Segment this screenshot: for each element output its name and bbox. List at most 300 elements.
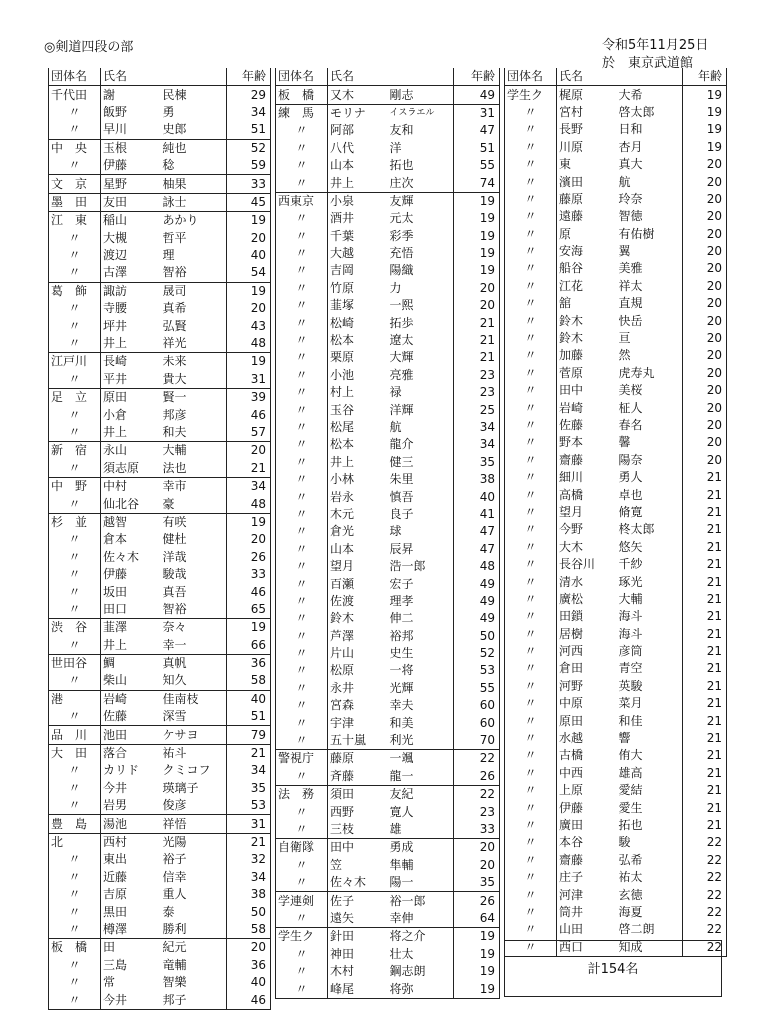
surname-cell: 遠藤	[559, 209, 584, 224]
given-name-cell: 禄	[389, 385, 402, 400]
surname-cell: 居樹	[559, 626, 584, 641]
group-cell: 〃	[49, 121, 101, 139]
group-cell: 板 橋	[49, 939, 101, 957]
given-name-cell: 海夏	[618, 904, 643, 919]
given-name-cell: 竜輔	[162, 957, 187, 972]
group-cell: 〃	[49, 317, 101, 334]
table-row	[505, 678, 727, 695]
surname-cell: 宇津	[330, 715, 355, 730]
group-cell: 〃	[505, 226, 557, 243]
group-cell: 〃	[49, 104, 101, 121]
group-cell: 〃	[505, 539, 557, 556]
group-cell: 〃	[505, 782, 557, 799]
table-row	[49, 974, 271, 991]
age-cell: 22	[683, 852, 727, 869]
group-cell: 学連剣	[276, 892, 328, 910]
given-name-cell: イスラエル	[388, 104, 454, 122]
given-name-cell: 邦彦	[162, 407, 187, 422]
surname-cell: 宮村	[559, 104, 584, 119]
age-cell: 40	[227, 247, 271, 264]
surname-cell: 八代	[330, 140, 355, 155]
given-name-cell: 史生	[389, 646, 414, 661]
group-cell: 〃	[276, 593, 328, 610]
given-name-cell: 祥光	[162, 336, 187, 351]
given-name-cell: 美雅	[618, 261, 643, 276]
table-row	[505, 747, 727, 764]
group-cell: 学生ク	[505, 86, 557, 104]
group-cell: 〃	[49, 991, 101, 1009]
age-cell: 57	[227, 424, 271, 442]
surname-cell: 藤原	[328, 750, 388, 768]
surname-cell: 栗原	[330, 350, 355, 365]
given-name-cell: 雄	[389, 821, 402, 836]
group-cell: 〃	[276, 980, 328, 998]
given-name-cell: 陽奈	[618, 452, 643, 467]
age-cell: 36	[227, 654, 271, 672]
group-cell: 〃	[49, 460, 101, 478]
surname-cell: 庄子	[559, 870, 584, 885]
table-row	[49, 121, 271, 139]
given-name-cell: 未来	[161, 353, 227, 371]
age-cell: 46	[227, 991, 271, 1009]
age-cell: 19	[454, 210, 500, 227]
surname-cell: 落合	[101, 744, 161, 762]
group-cell: 〃	[276, 488, 328, 505]
group-cell: 〃	[505, 139, 557, 156]
given-name-cell: 卓也	[618, 487, 643, 502]
surname-cell: 田中	[559, 383, 584, 398]
group-cell: 〃	[49, 566, 101, 583]
given-name-cell: 雄高	[618, 765, 643, 780]
table-row	[276, 558, 500, 575]
given-name-cell: 真大	[618, 157, 643, 172]
group-cell: 〃	[49, 335, 101, 353]
age-cell: 31	[454, 104, 500, 122]
surname-cell: 細川	[559, 470, 584, 485]
age-cell: 79	[227, 726, 271, 744]
group-cell: 西東京	[276, 192, 328, 210]
table-row	[49, 797, 271, 815]
group-cell: 大 田	[49, 744, 101, 762]
given-name-cell: 駿哉	[162, 567, 187, 582]
age-cell: 19	[683, 121, 727, 138]
given-name-cell: 理	[162, 248, 175, 263]
age-cell: 40	[227, 974, 271, 991]
surname-cell: 廣田	[559, 817, 584, 832]
name-header: 氏名	[101, 68, 227, 86]
group-cell: 〃	[276, 768, 328, 786]
age-cell: 20	[683, 417, 727, 434]
group-cell: 〃	[49, 495, 101, 513]
age-cell: 20	[683, 452, 727, 469]
given-name-cell: 青空	[618, 661, 643, 676]
group-cell: 〃	[276, 454, 328, 471]
age-cell: 22	[683, 904, 727, 921]
age-cell: 21	[454, 332, 500, 349]
group-cell: 〃	[49, 957, 101, 974]
age-cell: 21	[683, 712, 727, 729]
surname-cell: 清水	[559, 574, 584, 589]
age-cell: 23	[454, 803, 500, 820]
age-cell: 21	[683, 817, 727, 834]
surname-cell: 五十嵐	[330, 733, 367, 748]
table-row	[505, 834, 727, 851]
age-cell: 19	[683, 139, 727, 156]
table-row	[49, 193, 271, 211]
surname-cell: 木元	[330, 506, 355, 521]
group-cell: 警視庁	[276, 750, 328, 768]
table-row	[49, 139, 271, 157]
table-row	[505, 712, 727, 729]
surname-cell: 佐藤	[559, 418, 584, 432]
surname-cell: 常	[103, 975, 116, 990]
surname-cell: 今井	[103, 780, 128, 795]
given-name-cell: 知久	[162, 673, 187, 688]
table-row	[276, 122, 500, 139]
table-row	[505, 399, 727, 416]
given-name-cell: 大輔	[161, 442, 227, 460]
surname-cell: 早川	[103, 122, 128, 137]
surname-cell: 樽澤	[103, 921, 128, 936]
given-name-cell: 祐斗	[161, 744, 227, 762]
age-cell: 21	[227, 460, 271, 478]
given-name-cell: 光輝	[389, 680, 414, 695]
surname-cell: 原田	[101, 389, 161, 407]
given-name-cell: 彦筒	[618, 644, 643, 659]
age-cell: 20	[227, 300, 271, 317]
age-cell: 26	[227, 549, 271, 566]
surname-cell: 須田	[328, 786, 388, 804]
age-cell: 52	[227, 139, 271, 157]
surname-cell: 河野	[559, 678, 584, 693]
group-cell: 品 川	[49, 726, 101, 744]
surname-cell: 神田	[330, 946, 355, 961]
table-row	[276, 157, 500, 174]
table-row	[505, 156, 727, 173]
age-cell: 22	[683, 869, 727, 886]
given-name-cell: 祥悟	[161, 815, 227, 833]
group-cell: 〃	[276, 803, 328, 820]
table-row	[49, 726, 271, 744]
table-row	[49, 86, 271, 104]
given-name-cell: 紀元	[161, 939, 227, 957]
group-cell: 〃	[505, 365, 557, 382]
table-row	[505, 486, 727, 503]
age-cell: 40	[227, 690, 271, 708]
surname-cell: 中村	[101, 477, 161, 495]
surname-cell: 今野	[559, 522, 584, 537]
surname-cell: 中原	[559, 696, 584, 711]
given-name-cell: 奈々	[161, 619, 227, 637]
surname-cell: 佐々木	[330, 875, 367, 890]
age-cell: 20	[683, 260, 727, 277]
given-name-cell: 拓歩	[389, 315, 414, 330]
age-cell: 19	[454, 245, 500, 262]
table-row	[276, 297, 500, 314]
table-row	[49, 264, 271, 282]
given-name-cell: 龍介	[389, 437, 414, 452]
given-name-cell: 悠矢	[618, 539, 643, 554]
surname-cell: 倉本	[103, 532, 128, 547]
table-row	[505, 608, 727, 625]
table-row	[505, 469, 727, 486]
given-name-cell: 純也	[161, 139, 227, 157]
surname-cell: 近藤	[103, 869, 128, 884]
table-row	[276, 963, 500, 980]
surname-cell: 竹原	[330, 280, 355, 295]
group-cell: 〃	[276, 874, 328, 892]
table-row	[276, 980, 500, 998]
surname-cell: 井上	[103, 637, 128, 652]
given-name-cell: 慎吾	[389, 489, 414, 504]
group-cell: 〃	[505, 643, 557, 660]
age-cell: 21	[454, 314, 500, 331]
surname-cell: 坂田	[103, 584, 128, 599]
surname-cell: 永井	[330, 680, 355, 695]
venue-text: 於 東京武道館	[602, 56, 694, 71]
age-cell: 26	[454, 892, 500, 910]
group-header: 団体名	[276, 68, 328, 86]
group-cell: 〃	[505, 243, 557, 260]
surname-cell: 岩崎	[559, 400, 584, 415]
given-name-cell: 友紀	[388, 786, 454, 804]
age-cell: 38	[454, 471, 500, 488]
given-name-cell: 柚果	[161, 175, 227, 193]
surname-cell: 倉田	[559, 661, 584, 676]
age-cell: 48	[227, 335, 271, 353]
given-name-cell: 豪	[162, 496, 175, 511]
group-cell: 〃	[49, 157, 101, 175]
given-name-cell: 美桜	[618, 383, 643, 398]
age-cell: 41	[454, 506, 500, 523]
group-cell: 〃	[505, 678, 557, 695]
given-name-cell: 亘	[618, 331, 631, 346]
surname-cell: 田中	[328, 839, 388, 857]
group-cell: 〃	[505, 121, 557, 138]
given-name-cell: 真吾	[162, 584, 187, 599]
age-cell: 20	[227, 531, 271, 548]
surname-cell: 大木	[559, 539, 584, 554]
table-row	[276, 384, 500, 401]
table-row	[505, 382, 727, 399]
given-name-cell: 勝利	[162, 921, 187, 936]
given-name-cell: 有佑樹	[618, 226, 655, 241]
given-name-cell: 朱里	[389, 472, 414, 487]
group-cell: 〃	[276, 471, 328, 488]
given-name-cell: 玄徳	[618, 887, 643, 902]
age-cell: 31	[227, 815, 271, 833]
given-name-cell: 健杜	[162, 532, 187, 547]
group-cell: 〃	[505, 904, 557, 921]
group-cell: 〃	[49, 797, 101, 815]
surname-cell: 柴山	[103, 673, 128, 688]
age-cell: 21	[683, 678, 727, 695]
table-row	[49, 495, 271, 513]
given-name-cell: 脩寛	[618, 504, 643, 519]
age-cell: 21	[683, 660, 727, 677]
age-cell: 36	[227, 957, 271, 974]
surname-cell: 野本	[559, 435, 584, 450]
given-name-cell: 龍一	[389, 768, 414, 783]
given-name-cell: 将之介	[388, 928, 454, 946]
given-name-cell: 勇成	[388, 839, 454, 857]
group-cell: 〃	[505, 521, 557, 538]
age-cell: 33	[227, 566, 271, 583]
given-name-cell: 千紗	[618, 557, 643, 572]
group-cell: 文 京	[49, 175, 101, 193]
age-cell: 20	[683, 347, 727, 364]
age-cell: 20	[683, 365, 727, 382]
age-cell: 34	[227, 762, 271, 779]
group-cell: 葛 飾	[49, 282, 101, 300]
table-row	[276, 697, 500, 714]
group-cell: 〃	[505, 834, 557, 851]
group-cell: 〃	[505, 886, 557, 903]
surname-cell: 古澤	[103, 265, 128, 280]
age-cell: 50	[454, 628, 500, 645]
given-name-cell: 愛生	[618, 800, 643, 815]
age-cell: 55	[454, 157, 500, 174]
age-cell: 20	[683, 173, 727, 190]
given-name-cell: 瑛璃子	[162, 780, 199, 795]
table-row	[276, 506, 500, 523]
table-row	[276, 436, 500, 453]
group-cell: 〃	[505, 173, 557, 190]
table-row	[49, 282, 271, 300]
age-cell: 21	[683, 626, 727, 643]
given-name-cell: 裕邦	[389, 628, 414, 643]
group-cell: 〃	[276, 280, 328, 297]
group-cell: 北	[49, 833, 101, 851]
age-cell: 22	[454, 786, 500, 804]
surname-cell: 原	[559, 226, 572, 241]
table-row	[505, 921, 727, 938]
group-cell: 〃	[276, 262, 328, 279]
group-cell: 〃	[505, 747, 557, 764]
age-cell: 21	[683, 765, 727, 782]
surname-cell: 宮森	[330, 698, 355, 713]
age-cell: 20	[454, 297, 500, 314]
group-cell: 〃	[276, 963, 328, 980]
table-row	[505, 643, 727, 660]
given-name-cell: 知成	[617, 939, 683, 957]
table-row	[505, 730, 727, 747]
group-cell: 〃	[505, 260, 557, 277]
surname-cell: 岩男	[103, 798, 128, 813]
group-cell: 〃	[276, 228, 328, 245]
age-cell: 51	[454, 140, 500, 157]
surname-cell: 佐子	[328, 892, 388, 910]
table-row	[49, 939, 271, 957]
surname-cell: 諏訪	[101, 282, 161, 300]
group-cell: 〃	[505, 799, 557, 816]
table-row	[49, 406, 271, 423]
surname-cell: 小泉	[328, 192, 388, 210]
given-name-cell: 庄次	[389, 175, 414, 190]
given-name-cell: 真希	[162, 301, 187, 316]
age-cell: 60	[454, 714, 500, 731]
table-row	[276, 488, 500, 505]
given-name-cell: 英駿	[618, 678, 643, 693]
surname-cell: 松本	[330, 333, 355, 348]
group-cell: 〃	[505, 852, 557, 869]
surname-cell: 中西	[559, 765, 584, 780]
group-cell: 〃	[505, 486, 557, 503]
table-row	[49, 780, 271, 797]
surname-cell: 今井	[101, 991, 161, 1009]
table-row	[276, 786, 500, 804]
age-cell: 19	[454, 963, 500, 980]
surname-cell: 大槻	[103, 230, 128, 245]
age-header: 年齢	[227, 68, 271, 86]
table-row	[49, 762, 271, 779]
group-cell: 〃	[276, 349, 328, 366]
surname-cell: 井上	[103, 425, 128, 439]
age-cell: 46	[227, 406, 271, 423]
table-row	[49, 247, 271, 264]
table-row	[505, 121, 727, 138]
given-name-cell: 理孝	[389, 593, 414, 608]
given-name-cell: 健三	[389, 454, 414, 469]
given-name-cell: 彩季	[389, 228, 414, 243]
table-row	[276, 857, 500, 874]
age-cell: 21	[683, 695, 727, 712]
table-row	[49, 903, 271, 920]
age-cell: 20	[227, 939, 271, 957]
given-name-cell: 重人	[162, 887, 187, 902]
given-name-cell: 利光	[389, 733, 414, 748]
surname-cell: 針田	[328, 928, 388, 946]
table-row	[49, 549, 271, 566]
age-cell: 20	[683, 434, 727, 451]
table-row	[49, 104, 271, 121]
table-row	[505, 591, 727, 608]
group-header: 団体名	[49, 68, 101, 86]
given-name-cell: 賢一	[161, 389, 227, 407]
group-cell: 〃	[505, 921, 557, 938]
given-name-cell: 大希	[618, 87, 643, 102]
table-row	[276, 732, 500, 750]
group-cell: 〃	[505, 504, 557, 521]
surname-cell: 田口	[103, 601, 128, 616]
table-row	[276, 821, 500, 839]
group-cell: 〃	[276, 558, 328, 575]
group-cell: 杉 並	[49, 513, 101, 531]
age-cell: 34	[227, 869, 271, 886]
surname-cell: 西野	[330, 804, 355, 819]
group-cell: 〃	[505, 382, 557, 399]
group-cell: 板 橋	[276, 86, 328, 104]
group-cell: 〃	[276, 384, 328, 401]
given-name-cell: 信幸	[162, 869, 187, 884]
given-name-cell: 遼太	[389, 333, 414, 348]
given-name-cell: 勇人	[618, 470, 643, 485]
age-cell: 20	[683, 191, 727, 208]
table-row	[49, 353, 271, 371]
group-cell: 〃	[276, 910, 328, 928]
group-cell: 〃	[505, 660, 557, 677]
age-cell: 20	[454, 857, 500, 874]
table-row	[49, 583, 271, 600]
table-row	[276, 332, 500, 349]
surname-cell: 三島	[103, 957, 128, 972]
age-cell: 21	[683, 747, 727, 764]
group-cell: 〃	[505, 573, 557, 590]
given-name-cell: 智樂	[162, 975, 187, 990]
surname-cell: 飯野	[103, 104, 128, 119]
group-cell: 中 野	[49, 477, 101, 495]
age-cell: 47	[454, 541, 500, 558]
